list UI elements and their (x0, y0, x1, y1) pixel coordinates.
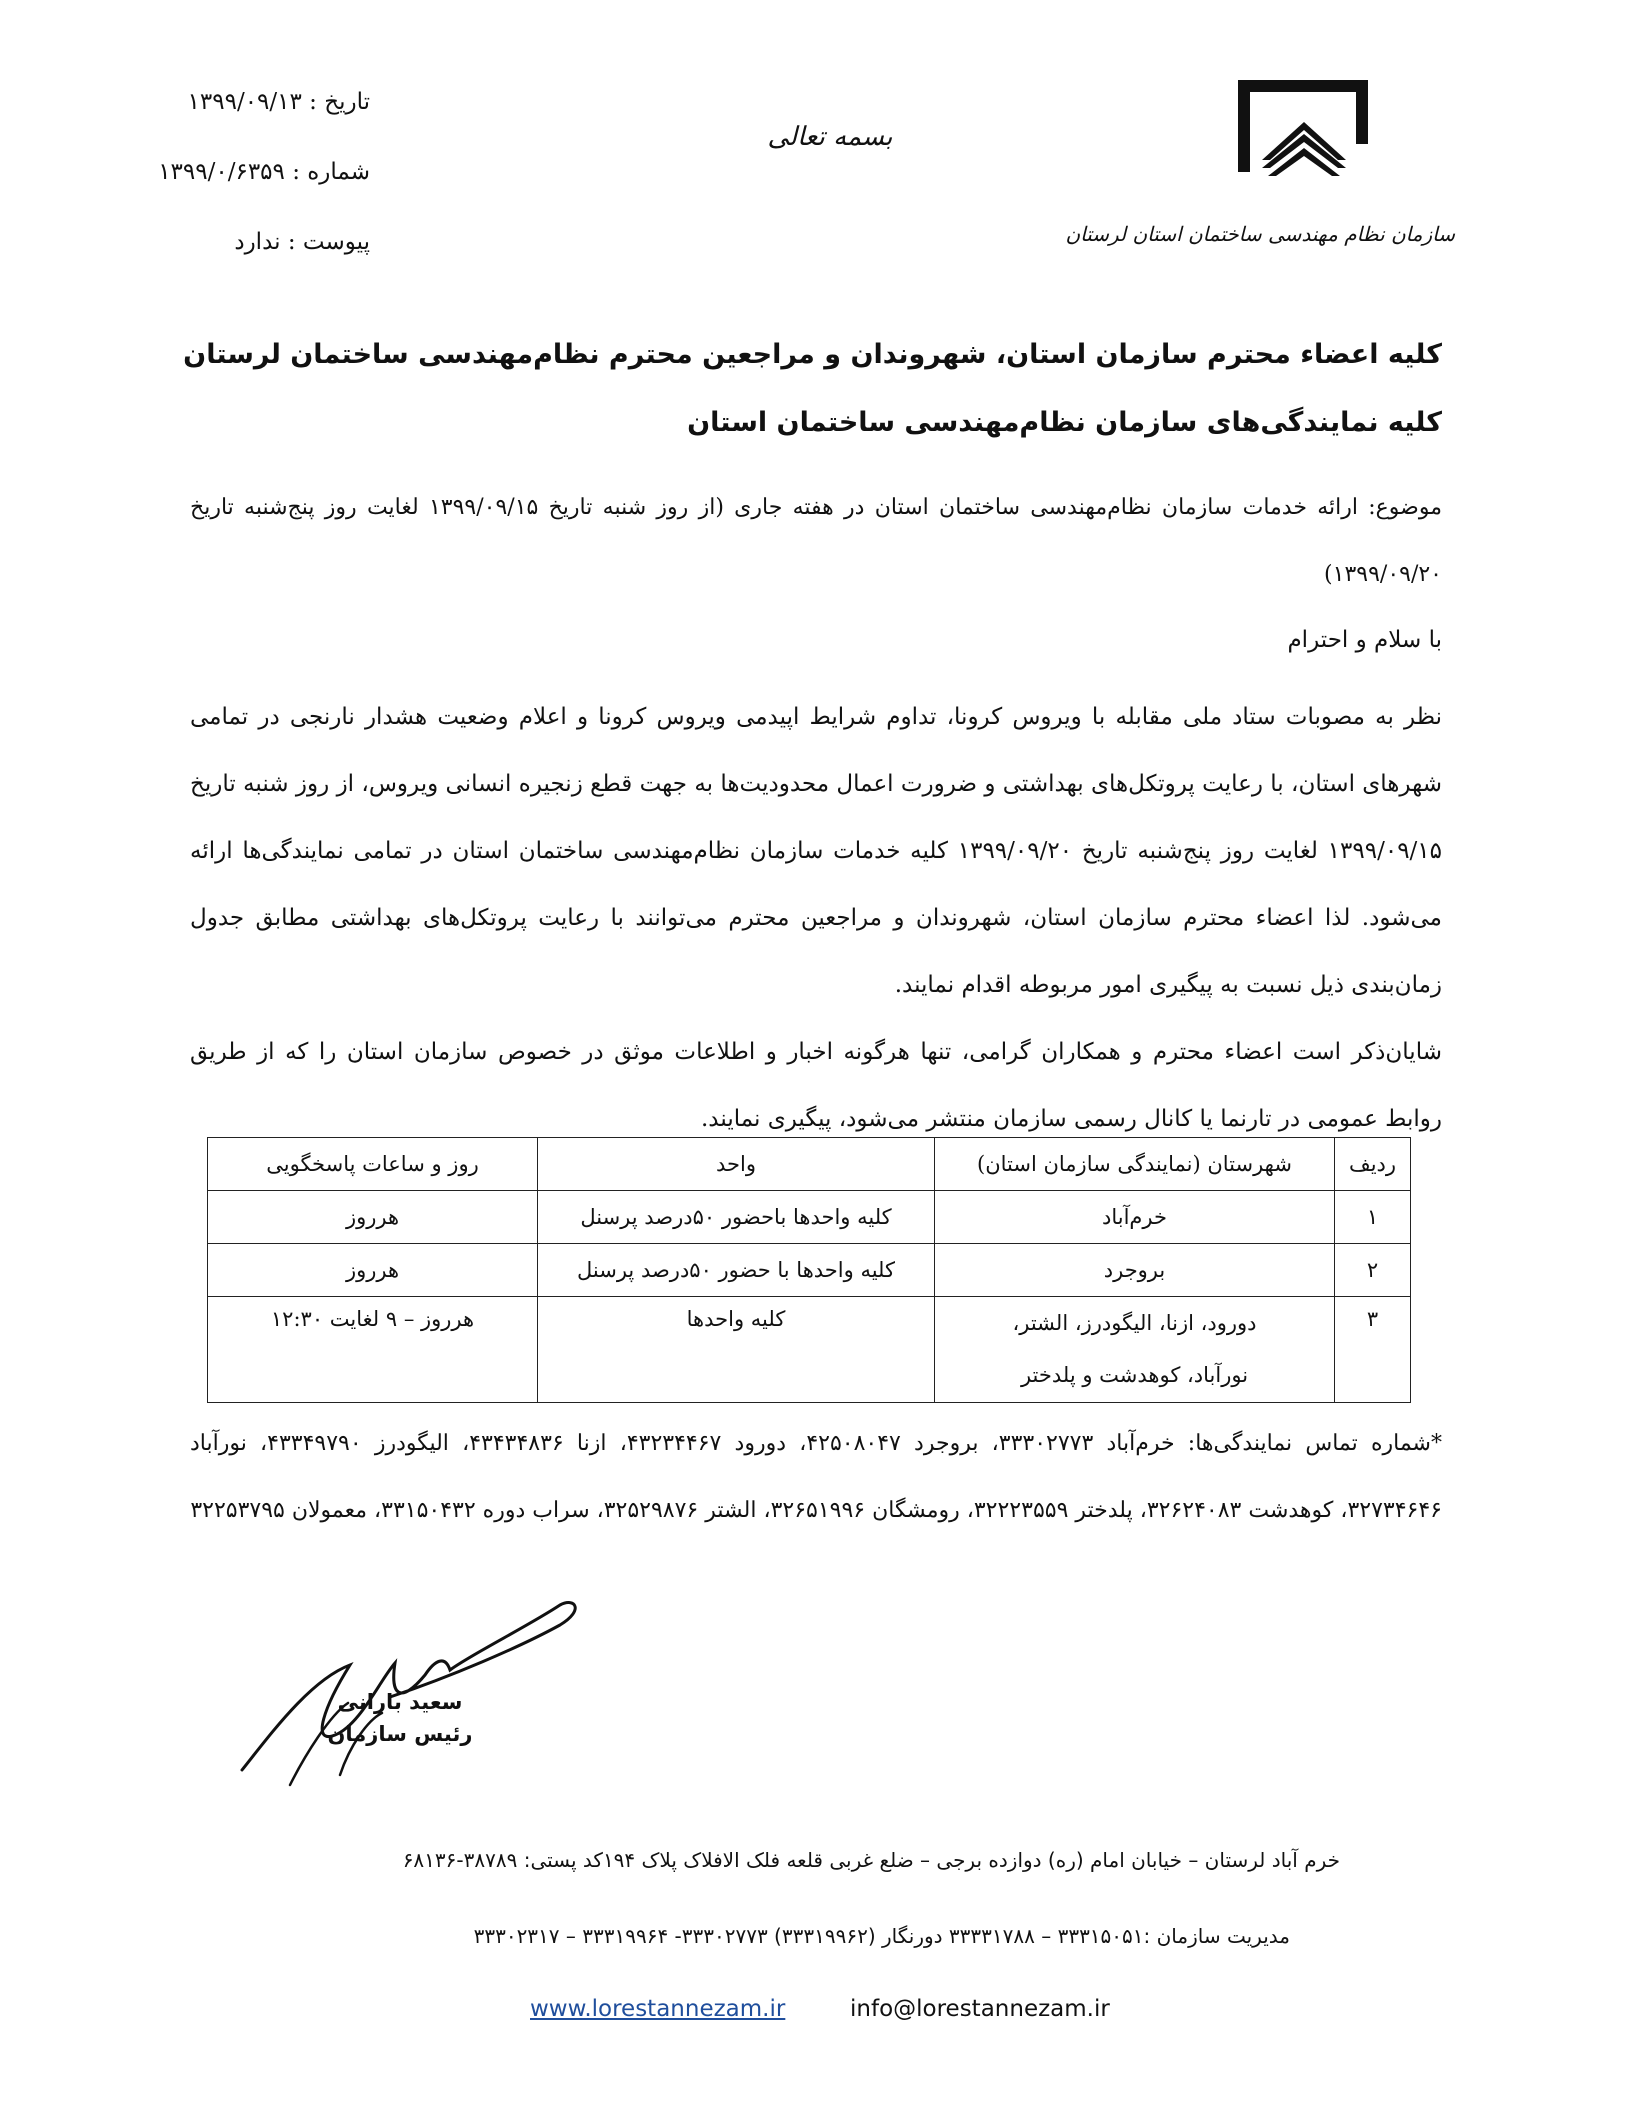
row-number: ۳ (1335, 1297, 1411, 1403)
row-number: ۲ (1335, 1244, 1411, 1297)
bismillah-heading: بسمه تعالی (767, 122, 893, 152)
letter-body (190, 684, 1442, 1153)
row-unit: کلیه واحدها باحضور ۵۰درصد پرسنل (538, 1191, 935, 1244)
body-paragraph-2: شایان‌ذکر است اعضاء محترم و همکاران گرامی، تنها هرگونه اخبار و اطلاعات موثق در خصوص سازمان استان را که از طریق روابط عمومی در تارنما یا کانال رسمی سازمان منتشر می‌شود، پیگیری نمایند. (190, 1039, 1442, 1132)
col-header-hours: روز و ساعات پاسخگویی (208, 1138, 538, 1191)
website-link[interactable]: www.lorestannezam.ir (530, 1996, 786, 2022)
recipients-block (180, 332, 1442, 468)
footer-address: خرم آباد لرستان – خیابان امام (ره) دوازده برجی – ضلع غربی قلعه فلک الافلاک پلاک ۱۹۴کد پستی: ۳۸۷۸۹-۶۸۱۳۶ (402, 1848, 1340, 1872)
schedule-table (207, 1137, 1411, 1403)
row-hours: هرروز (208, 1244, 538, 1297)
col-header-row-number: ردیف (1335, 1138, 1411, 1191)
row-city: خرم‌آباد (935, 1191, 1335, 1244)
row-city-line-2: نورآباد، کوهدشت و پلدختر (1020, 1363, 1249, 1387)
table-row (208, 1244, 1411, 1297)
contact-numbers: *شماره تماس نمایندگی‌ها: خرم‌آباد ۳۳۳۰۲۷۷۳، بروجرد ۴۲۵۰۸۰۴۷، دورود ۴۳۲۳۴۴۶۷، ازنا ۴۳۴۳۴۸۳۶، الیگودرز ۴۳۳۴۹۷۹۰، نورآباد ۳۲۷۳۴۶۴۶، کوهدشت ۳۲۶۲۴۰۸۳، پلدختر ۳۲۲۲۳۵۵۹، رومشگان ۳۲۶۵۱۹۹۶، الشتر ۳۲۵۲۹۸۷۶، سراب دوره ۳۳۱۵۰۴۳۲، معمولان ۳۲۲۵۳۷۹۵ (190, 1431, 1442, 1523)
row-city (935, 1297, 1335, 1403)
row-number: ۱ (1335, 1191, 1411, 1244)
greeting: با سلام و احترام (1287, 627, 1442, 653)
footer-phones: مدیریت سازمان :۳۳۳۱۵۰۵۱ – ۳۳۳۳۱۷۸۸ دورنگار (۳۳۳۱۹۹۶۲) ۳۳۳۰۲۷۷۳- ۳۳۳۱۹۹۶۴ – ۳۳۳۰۲۳۱۷ (473, 1924, 1290, 1948)
org-logo-icon (1228, 72, 1378, 182)
table-row (208, 1191, 1411, 1244)
subject-line: موضوع: ارائه خدمات سازمان نظام‌مهندسی ساختمان استان در هفته جاری (از روز شنبه تاریخ ۱۳۹۹/۰۹/۱۵ لغایت روز پنج‌شنبه تاریخ ۱۳۹۹/۰۹/۲۰) (190, 495, 1442, 587)
row-unit: کلیه واحدها با حضور ۵۰درصد پرسنل (538, 1244, 935, 1297)
number-line: شماره : ۱۳۹۹/۰/۶۳۵۹ (158, 159, 370, 185)
signer-title: رئیس سازمان (327, 1722, 473, 1746)
attachment-line: پیوست : ندارد (234, 229, 370, 255)
email-address: info@lorestannezam.ir (850, 1996, 1110, 2022)
date-line: تاریخ : ۱۳۹۹/۰۹/۱۳ (187, 89, 370, 115)
org-name: سازمان نظام مهندسی ساختمان استان لرستان (1065, 222, 1455, 246)
signer-name: سعید بارانی (337, 1690, 463, 1714)
row-city: بروجرد (935, 1244, 1335, 1297)
letter-meta (70, 82, 370, 292)
col-header-unit: واحد (538, 1138, 935, 1191)
row-hours: هرروز – ۹ لغایت ۱۲:۳۰ (208, 1297, 538, 1403)
row-hours: هرروز (208, 1191, 538, 1244)
recipient-line-1: کلیه اعضاء محترم سازمان استان، شهروندان و مراجعین محترم نظام‌مهندسی ساختمان لرستان (183, 339, 1442, 370)
table-row (208, 1297, 1411, 1403)
recipient-line-2: کلیه نمایندگی‌های سازمان نظام‌مهندسی ساختمان استان (687, 407, 1442, 438)
table-header-row (208, 1138, 1411, 1191)
col-header-city: شهرستان (نمایندگی سازمان استان) (935, 1138, 1335, 1191)
row-unit: کلیه واحدها (538, 1297, 935, 1403)
row-city-line-1: دورود، ازنا، الیگودرز، الشتر، (1012, 1311, 1257, 1335)
body-paragraph-1: نظر به مصوبات ستاد ملی مقابله با ویروس کرونا، تداوم شرایط اپیدمی ویروس کرونا و اعلام وضعیت هشدار نارنجی در تمامی شهرهای استان، با رعایت پروتکل‌های بهداشتی و ضرورت اعمال محدودیت‌ها به جهت قطع زنجیره انسانی ویروس، از روز شنبه تاریخ ۱۳۹۹/۰۹/۱۵ لغایت روز پنج‌شنبه تاریخ ۱۳۹۹/۰۹/۲۰ کلیه خدمات سازمان نظام‌مهندسی ساختمان استان در تمامی نمایندگی‌ها ارائه می‌شود. لذا اعضاء محترم سازمان استان، شهروندان و مراجعین محترم می‌توانند با رعایت پروتکل‌های بهداشتی مطابق جدول زمان‌بندی ذیل نسبت به پیگیری امور مربوطه اقدام نمایند. (190, 704, 1442, 998)
footer-web-contact (520, 1996, 1120, 2028)
